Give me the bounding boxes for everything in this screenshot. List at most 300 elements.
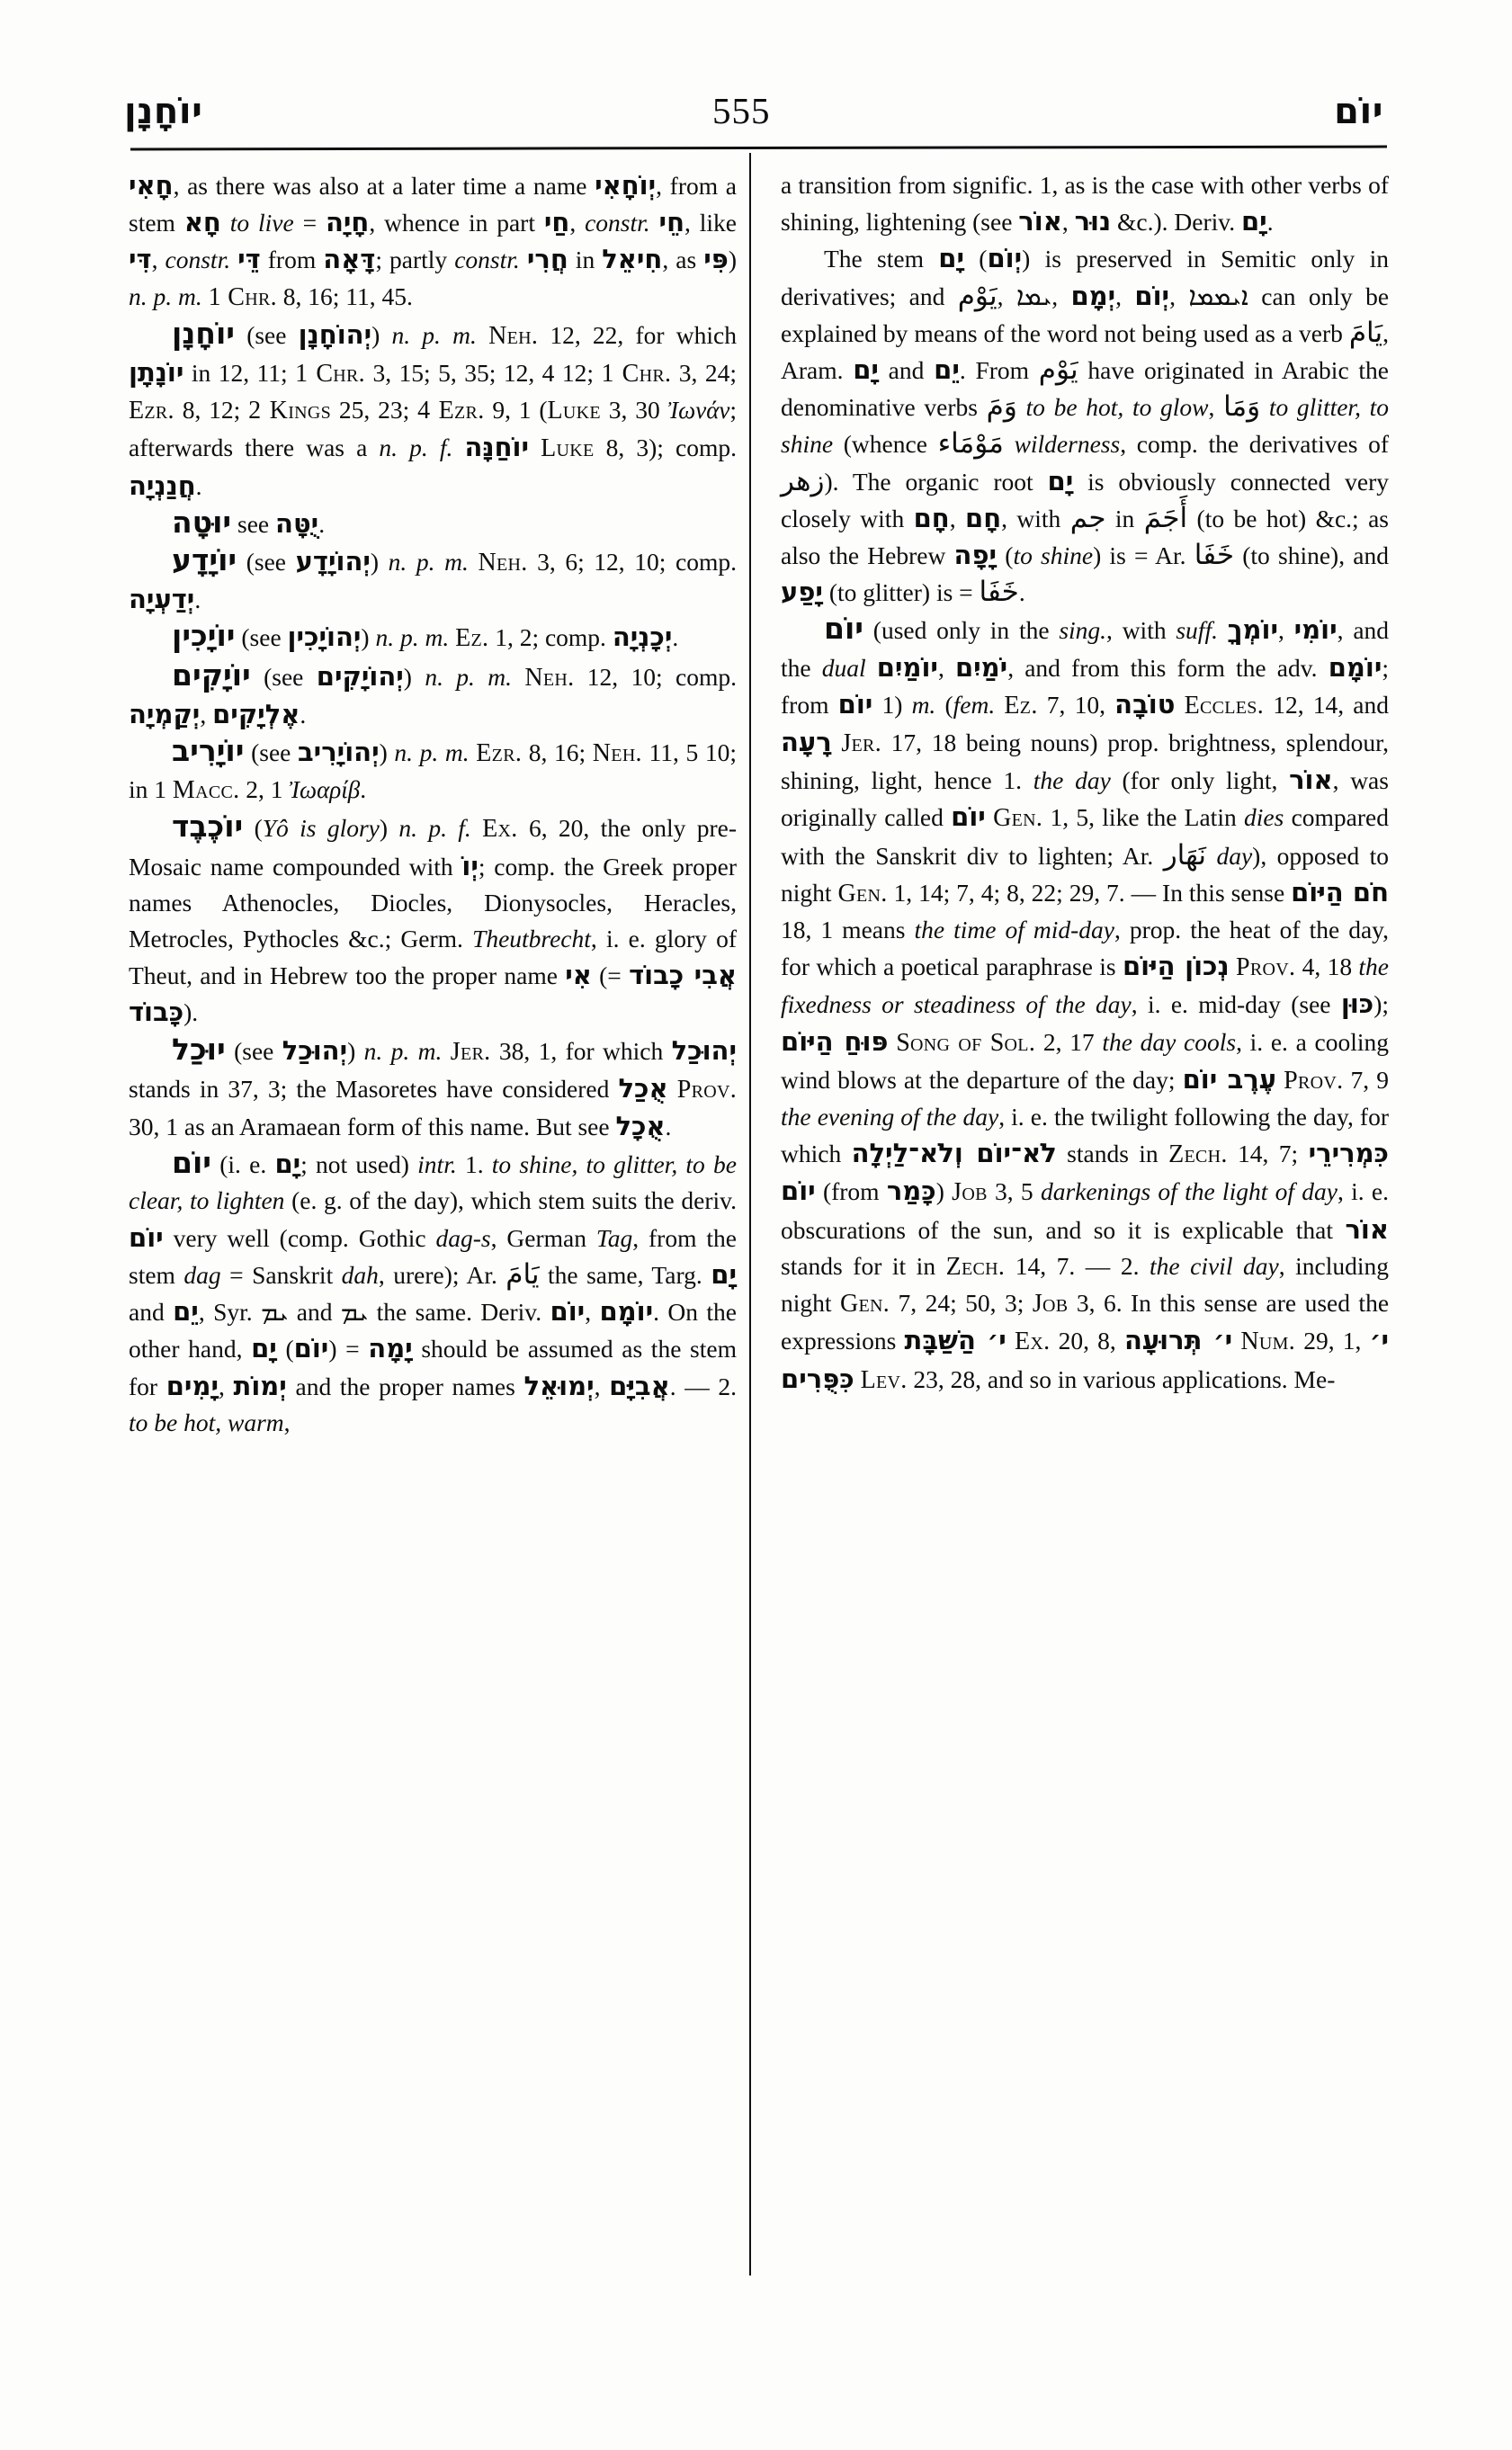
hebrew-word: חָיָה — [325, 207, 370, 238]
body-text: and — [129, 1298, 174, 1327]
body-text: ( — [276, 1335, 294, 1364]
hebrew-word: כִּמְרִירֵי יוֹם — [781, 1138, 1389, 1207]
hebrew-word: חָם — [965, 502, 1002, 533]
body-text: ; partly — [375, 246, 455, 274]
hebrew-word: פִּי — [703, 244, 729, 275]
body-text: ); — [1373, 990, 1390, 1019]
arabic-word: خَفَا — [1194, 539, 1235, 572]
body-text: , — [997, 282, 1016, 310]
body-text: 8, 3); comp. — [594, 434, 737, 462]
body-text: 7, 10, — [1037, 690, 1115, 719]
body-text: , i. e. a cooling wind blows at the departure of the day; — [781, 1027, 1389, 1094]
body-text: ). The organic root — [824, 467, 1048, 496]
body-text: 9, 1 ( — [484, 396, 548, 425]
dictionary-entry — [129, 542, 737, 618]
header-rule — [130, 146, 1387, 151]
body-text: and the proper names — [286, 1372, 524, 1400]
body-text — [477, 321, 488, 349]
arabic-word: جم — [1069, 501, 1106, 534]
body-text — [221, 209, 230, 237]
body-text: 3, 24; — [671, 359, 738, 388]
hebrew-word: אוֹר — [1289, 765, 1333, 796]
body-text: (to shine), and — [1234, 541, 1389, 570]
italic-gloss: n. p. m. — [391, 320, 477, 349]
arabic-word: يَوْم — [957, 279, 998, 312]
hebrew-word: חֲרִי — [526, 244, 568, 275]
dictionary-entry — [129, 733, 737, 809]
body-text: , and from this form the adv. — [1007, 653, 1329, 682]
greek-word: Ἰωνάν — [667, 397, 730, 425]
body-text: 17, 18 being nouns) prop. brightness, splendour, shining, light, hence 1. — [781, 729, 1389, 795]
syriac-word: ܐܝܡܡܐ — [1188, 280, 1248, 311]
hebrew-word: יְהוֹיָכִין — [287, 621, 362, 653]
scripture-reference: 1 Chr. — [295, 360, 365, 389]
body-text: , as — [662, 246, 704, 274]
dictionary-entry — [781, 167, 1389, 240]
body-text: 3, 6. In this sense are used the expressions — [781, 1289, 1390, 1355]
body-text: a transition from signific. 1, as is the case with other verbs of shining, lightening (see — [781, 171, 1389, 237]
body-text: 12, 14, and — [1264, 690, 1389, 719]
body-text: . On the other hand, — [129, 1298, 737, 1364]
text-column-right — [781, 167, 1389, 1399]
scripture-reference: Zech. — [945, 1252, 1006, 1281]
body-text: , was originally called — [781, 766, 1389, 832]
body-text: 3, 6; 12, 10; comp. — [527, 548, 737, 577]
body-text — [986, 803, 993, 831]
hebrew-word: כָּמַר — [886, 1176, 936, 1207]
body-text: 20, 8, — [1050, 1327, 1124, 1355]
hebrew-word: יוֹם — [951, 801, 986, 833]
body-text: 1, 2; comp. — [488, 623, 613, 652]
body-text: ) — [403, 662, 425, 691]
hebrew-word: חֵי — [658, 207, 684, 238]
body-text — [1206, 842, 1216, 870]
body-text: ). — [183, 998, 199, 1027]
body-text: 29, 1, — [1295, 1327, 1370, 1355]
text-column-left — [129, 167, 737, 1441]
body-text: 8, 16; 11, 45. — [276, 282, 413, 310]
hebrew-word: חָם — [913, 502, 950, 533]
body-text: ) — [728, 246, 738, 274]
italic-gloss: darkenings of the light of day — [1040, 1177, 1338, 1206]
hebrew-word: דֵּי — [237, 244, 261, 275]
italic-gloss: intr. — [417, 1150, 457, 1179]
entry-headword: יוֹיָרִיב — [172, 733, 245, 769]
body-text: should be assumed as the stem for — [129, 1335, 737, 1400]
body-text: . — [360, 775, 367, 804]
body-text: 14, 7. — 2. — [1005, 1251, 1150, 1280]
body-text: (see — [244, 738, 298, 767]
body-text: . — [195, 471, 202, 500]
hebrew-word: יוֹם — [293, 1333, 329, 1364]
arabic-word: يَامَ — [1348, 316, 1383, 349]
body-text: and — [878, 356, 935, 385]
hebrew-word: יָם — [711, 1258, 737, 1290]
italic-gloss: the day cools — [1102, 1027, 1237, 1056]
italic-gloss: dual — [821, 653, 866, 682]
hebrew-word: יְהוּכַל — [671, 1034, 737, 1066]
body-text — [866, 654, 877, 682]
italic-gloss: constr. — [585, 209, 650, 237]
body-text: (used only in the — [863, 616, 1060, 645]
hebrew-word: י׳ הַשַּׁבָּת — [904, 1325, 1007, 1356]
italic-gloss: the day — [1033, 766, 1111, 795]
body-text: ) is preserved in Semitic only in derivatives; and — [781, 245, 1389, 310]
italic-gloss: n. p. m. — [363, 1036, 443, 1065]
arabic-word: أَجَمَ — [1143, 501, 1188, 534]
body-text: , — [1277, 616, 1294, 645]
body-text: , — [1115, 282, 1135, 310]
scripture-reference: Luke — [547, 397, 601, 425]
scripture-reference: Song of Sol. — [896, 1028, 1036, 1057]
body-text: compared with the Sanskrit div to lighten; Ar. — [781, 803, 1390, 870]
body-text: , i. e. glory of Theut, and in Hebrew too the proper name — [129, 925, 737, 990]
body-text: stands in — [1056, 1140, 1169, 1168]
greek-word: Ἰωαρίβ — [289, 776, 361, 804]
body-text: 30, 1 as an Aramaean form of this name. But see — [129, 1113, 616, 1141]
body-text: 2, 17 — [1035, 1027, 1103, 1056]
body-text: in — [568, 246, 603, 274]
hebrew-word: יְמָם — [1070, 280, 1116, 311]
hebrew-word: לֹא־יוֹם וְלֹא־לַיְלָה — [851, 1138, 1057, 1169]
syriac-word: ܝܡ — [261, 1296, 289, 1328]
italic-gloss: sing. — [1059, 616, 1107, 645]
body-text: stands for it in — [781, 1251, 946, 1280]
body-text: , as there was also at a later time a name — [173, 172, 595, 200]
body-text: 11, 5 10; in 1 — [129, 738, 737, 804]
italic-gloss: to shine — [1013, 541, 1094, 570]
entry-headword: יוֹכֶבֶד — [172, 809, 244, 845]
body-text: very well (comp. Gothic — [163, 1223, 436, 1252]
body-text: 38, 1, for which — [490, 1036, 672, 1065]
body-text: ( — [964, 245, 988, 273]
body-text: , i. e. mid-day (see — [1131, 990, 1341, 1019]
body-text: 12, 10; comp. — [574, 662, 737, 691]
body-text: , like — [684, 209, 737, 237]
body-text — [854, 1365, 861, 1393]
arabic-word: وَمَا — [1223, 390, 1261, 424]
body-text: in — [1105, 504, 1144, 532]
hebrew-word: יֵם — [173, 1296, 199, 1328]
scripture-reference: Ez. — [1004, 691, 1038, 720]
dictionary-entry — [129, 505, 737, 542]
body-text: stands in 37, 3; the Masoretes have considered — [129, 1074, 619, 1103]
body-text: &c.). Deriv. — [1111, 208, 1241, 237]
body-text: , urere); Ar. — [378, 1260, 506, 1289]
body-text: ) — [371, 320, 392, 349]
scripture-reference: Job — [952, 1178, 988, 1207]
body-text — [1218, 616, 1228, 644]
body-text: , — [937, 653, 955, 682]
body-text: 7, 24; 50, 3; — [890, 1289, 1033, 1318]
body-text: is obviously connected very closely with — [781, 467, 1389, 532]
hebrew-word: אוֹר — [1018, 206, 1062, 237]
body-text — [650, 209, 659, 237]
body-text: 1. — [456, 1150, 492, 1179]
hebrew-word: יָם — [1240, 206, 1267, 237]
hebrew-word: יֵם — [934, 354, 960, 386]
hebrew-word: יוֹמְךָ — [1227, 614, 1278, 646]
body-text: (see — [237, 548, 296, 577]
hebrew-word: חַי — [543, 207, 570, 238]
body-text: , German — [490, 1223, 596, 1252]
scripture-reference: Luke — [541, 434, 595, 463]
entry-headword: יוּכַל — [172, 1031, 226, 1067]
body-text: , — [1169, 282, 1189, 310]
hebrew-word: יוֹחַנָּה — [464, 432, 529, 463]
body-text: ), opposed to night — [781, 841, 1389, 907]
body-text: ) — [379, 738, 395, 767]
hebrew-word: יְהוֹיָקִים — [316, 660, 404, 692]
hebrew-word: יוֹמָם — [599, 1296, 654, 1328]
body-text: in 12, 11; — [183, 359, 296, 388]
body-text: 3, 30 — [600, 396, 668, 425]
arabic-word: مَوْمَاء — [937, 427, 1004, 460]
body-text: 25, 23; — [331, 396, 418, 425]
hebrew-word: אוֹר — [1345, 1213, 1389, 1245]
body-text: , — [1061, 208, 1075, 237]
italic-gloss: m. — [911, 690, 936, 719]
body-text: (to glitter) is = — [822, 578, 980, 607]
arabic-word: يَامَ — [505, 1257, 540, 1291]
scripture-reference: Ezr. — [476, 739, 523, 768]
hebrew-word: יוֹמַיִם — [876, 651, 938, 683]
hebrew-word: אִי — [565, 960, 592, 991]
body-text: , — [569, 209, 586, 237]
entry-headword: יוֹחָנָן — [172, 315, 235, 351]
italic-gloss: the fixedness or steadiness of the day — [781, 952, 1390, 1019]
body-text — [1175, 691, 1184, 719]
italic-gloss: constr. — [454, 246, 520, 274]
italic-gloss: Tag — [595, 1223, 633, 1252]
body-text: (see — [225, 1036, 282, 1065]
body-text: (to be hot) &c.; as also the Hebrew — [781, 504, 1389, 570]
italic-gloss: to live — [229, 209, 294, 237]
body-text: . — 2. — [669, 1372, 738, 1400]
hebrew-word: חָאִי — [129, 170, 174, 201]
body-text: 12, 22, for which — [538, 320, 737, 349]
body-text: (e. g. of the day), which stem suits the deriv. — [284, 1186, 737, 1215]
scripture-reference: Eccles. — [1184, 691, 1265, 720]
hebrew-word: יָם — [938, 243, 965, 274]
hebrew-word: יְקַמְיָה — [129, 698, 201, 729]
hebrew-word: י׳ תְּרוּעָה — [1123, 1325, 1233, 1356]
body-text: ; from — [781, 653, 1389, 719]
hebrew-word: י׳ כִּפֻּרִים — [781, 1325, 1390, 1394]
body-text — [1017, 393, 1026, 421]
body-text: . From — [959, 356, 1039, 385]
body-text — [1007, 1327, 1015, 1355]
scripture-reference: Neh. — [592, 739, 642, 768]
hebrew-word: יוֹם — [550, 1296, 586, 1328]
hebrew-word: חֹם הַיּוֹם — [1291, 876, 1389, 908]
body-text: ) is = Ar. — [1093, 541, 1194, 570]
italic-gloss: the evening of the day — [781, 1103, 999, 1131]
hebrew-word: דָּאָה — [323, 244, 376, 275]
body-text: 6, 20, the only pre-Mosaic name compounded with — [129, 814, 738, 881]
body-text: (from — [815, 1177, 887, 1206]
hebrew-word: כָּבוֹד — [129, 997, 184, 1028]
body-text: 3, 15; 5, 35; 12, 4 12; — [365, 359, 602, 388]
body-text: , i. e. the twilight following the day, for which — [781, 1103, 1389, 1168]
body-text — [520, 246, 527, 273]
hebrew-word: יָמָה — [368, 1333, 413, 1364]
scripture-reference: 4 Ezr. — [417, 397, 485, 425]
dictionary-entry — [129, 316, 737, 505]
italic-gloss: dies — [1244, 803, 1284, 832]
body-text: ; comp. the Greek proper names Athenocles, Diocles, Dionysocles, Heracles, Metrocles, Pythocles &c.; Germ. — [129, 852, 737, 953]
dictionary-entry — [129, 657, 737, 733]
body-text: , Aram. — [781, 318, 1389, 385]
hebrew-word: יוֹם — [837, 688, 873, 720]
body-text: , — [1051, 282, 1071, 310]
body-text: ( — [997, 541, 1014, 570]
scripture-reference: Ex. — [482, 815, 518, 844]
hebrew-word: חִיאֵל — [602, 244, 663, 275]
body-text: (whence — [833, 430, 938, 459]
body-text: 4, 18 — [1295, 952, 1359, 981]
entry-headword: יוֹם — [824, 611, 864, 647]
dictionary-entry — [781, 611, 1389, 1398]
body-text: , with — [1106, 616, 1176, 645]
body-text: ; not used) — [300, 1150, 418, 1179]
body-text: 8, 12; — [174, 396, 249, 425]
italic-gloss: dag-s — [435, 1223, 491, 1252]
body-text: . — [1266, 208, 1274, 237]
page-number: 555 — [711, 90, 771, 131]
body-text: . — [194, 586, 201, 614]
body-text: The stem — [824, 245, 939, 273]
scripture-reference: Neh. — [524, 663, 575, 692]
italic-gloss: the civil day — [1150, 1251, 1279, 1280]
column-divider-rule — [749, 153, 751, 2276]
body-text: ) — [347, 1036, 364, 1065]
hebrew-word: יָם — [853, 354, 879, 386]
arabic-word: نَهَار — [1163, 838, 1207, 872]
body-text — [512, 663, 524, 691]
italic-gloss: n. p. f. — [398, 814, 471, 843]
hebrew-word: יְדַעְיָה — [129, 584, 195, 615]
body-text: , and the — [781, 616, 1390, 682]
hebrew-word: יוֹמָם — [1328, 651, 1382, 683]
running-head-right-hebrew: יוֹם — [1334, 91, 1383, 132]
hebrew-word: חֲנַנְיָה — [129, 469, 196, 501]
scripture-reference: Prov. — [1284, 1066, 1344, 1095]
body-text: 18, 1 means — [781, 916, 915, 944]
body-text — [1230, 952, 1236, 980]
italic-gloss: day — [1216, 841, 1253, 870]
entry-headword: יוֹיָדָע — [172, 542, 237, 578]
body-text: 8, 16; — [522, 738, 593, 767]
body-text: , with — [1001, 504, 1070, 532]
hebrew-word: אֲבִי כָבוֹד — [629, 960, 737, 991]
body-text: 1) — [872, 690, 912, 719]
scripture-reference: Num. — [1240, 1328, 1296, 1356]
dictionary-entry — [781, 240, 1389, 611]
body-text: 1, 5, like the Latin — [1042, 803, 1244, 832]
body-text — [452, 434, 464, 461]
body-text: 2, 1 — [239, 775, 290, 804]
body-text: , — [219, 1372, 234, 1400]
body-text — [230, 246, 237, 273]
body-text: (see — [235, 320, 299, 349]
hebrew-word: כּוּן — [1340, 988, 1374, 1020]
scripture-reference: Job — [1032, 1290, 1069, 1319]
hebrew-word: חָא — [183, 207, 221, 238]
italic-gloss: to be hot, warm — [129, 1408, 284, 1436]
body-text: = — [293, 209, 326, 237]
body-text — [529, 434, 541, 461]
hebrew-word: יְוֹחָאִי — [595, 170, 657, 201]
body-text: , — [585, 1298, 600, 1327]
entry-headword: יוֹיָכִין — [172, 618, 236, 654]
body-text: ( — [935, 690, 953, 719]
body-text — [471, 814, 482, 842]
scripture-reference: 2 Kings — [248, 397, 332, 425]
hebrew-word: נְכוֹן הַיּוֹם — [1122, 951, 1230, 982]
body-text: ) = — [328, 1335, 369, 1364]
hebrew-word: פּוּחַ הַיּוֹם — [781, 1025, 889, 1057]
scripture-reference: Gen. — [993, 804, 1043, 833]
italic-gloss: n. p. m. — [425, 662, 512, 691]
hebrew-word: יוֹם — [129, 1221, 164, 1253]
scripture-reference: Lev. — [860, 1365, 908, 1394]
scripture-reference: Jer. — [450, 1037, 491, 1066]
italic-gloss: to shine, to glitter, to be clear, to lighten — [129, 1150, 737, 1215]
body-text: 3, 5 — [987, 1177, 1041, 1206]
scripture-reference: Zech. — [1168, 1140, 1228, 1169]
body-text: , — [283, 1408, 291, 1436]
body-text: , — [949, 504, 966, 532]
body-text: ) — [370, 548, 389, 577]
hebrew-word: יָפַע — [781, 577, 823, 608]
hebrew-word: יָם — [251, 1333, 277, 1364]
hebrew-word: אֶלְיָקִים — [212, 698, 300, 729]
scripture-reference: Macc. — [172, 776, 240, 805]
arabic-word: وَمَ — [986, 390, 1017, 424]
body-text: (see — [235, 623, 288, 652]
hebrew-word: יְמוּאֵל — [523, 1370, 595, 1401]
body-text: (for only light, — [1110, 766, 1290, 795]
hebrew-word: יְהוֹיָרִיב — [298, 737, 380, 768]
entry-headword: יוּטָה — [172, 504, 232, 540]
body-text: , comp. the derivatives of — [1120, 430, 1390, 459]
body-text: and — [288, 1298, 341, 1327]
italic-gloss: Yô is glory — [262, 814, 380, 843]
scripture-reference: Ez. — [455, 624, 489, 653]
body-text: , — [151, 246, 166, 274]
hebrew-word: יְוֹם — [987, 243, 1023, 274]
hebrew-word: אֻכַל — [618, 1072, 668, 1104]
body-text: ) — [361, 623, 376, 652]
hebrew-word: יְכָנְיָה — [612, 621, 673, 653]
hebrew-word: יֻטָּה — [275, 507, 319, 539]
body-text — [995, 691, 1004, 719]
body-text: , Syr. — [198, 1298, 262, 1327]
hebrew-word: אֻכָל — [615, 1111, 666, 1142]
italic-gloss: dag — [183, 1260, 221, 1289]
dictionary-entry — [129, 618, 737, 657]
body-text: , prop. the heat of the day, for which a poetical paraphrase is — [781, 916, 1389, 981]
body-text — [888, 1028, 896, 1056]
body-text: ) — [935, 1177, 953, 1206]
body-text: . — [672, 623, 679, 652]
hebrew-word: יָם — [274, 1149, 301, 1180]
arabic-word: خَفَا — [979, 576, 1019, 609]
hebrew-word: דִּי — [129, 244, 152, 275]
scripture-reference: Ezr. — [129, 397, 174, 425]
italic-gloss: constr. — [165, 246, 231, 274]
